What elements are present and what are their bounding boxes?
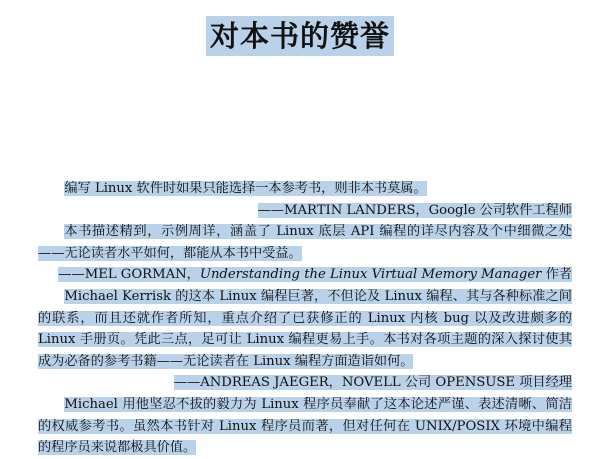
quote-1-attribution — [38, 200, 572, 222]
quote-2-author-role: 作者 — [541, 267, 572, 283]
quote-2-text: 本书描述精到，示例周详，涵盖了 Linux 底层 API 编程的详尽内容及个中细微之处——无论读者水平如何，都能从本书中受益。 — [38, 224, 572, 261]
quote-4 — [38, 394, 572, 459]
page-title-wrap — [0, 16, 600, 56]
quote-2-book-title: Understanding the Linux Virtual Memory Manager — [199, 267, 542, 283]
quote-2-author-wrap — [58, 267, 572, 282]
quote-3 — [38, 286, 572, 372]
quote-2 — [38, 221, 572, 264]
quote-1-text: 编写 Linux 软件时如果只能选择一本参考书，则非本书莫属。 — [64, 181, 427, 196]
quote-2-author: ——MEL GORMAN， — [58, 267, 200, 283]
quote-3-author: ——ANDREAS JAEGER，NOVELL 公司 OPENSUSE 项目经理 — [173, 375, 572, 391]
quote-3-text: Michael Kerrisk 的这本 Linux 编程巨著，不但论及 Linux 编程、其与各种标准之间的联系，而且还就作者所知，重点介绍了已获修正的 Linux 内核 bug 以及改进颇多的 Linux 手册页。凭此三点，足可让 Linux 编程更易上手。本书对各项主题的深入探讨使其成为必备的参考书籍——无论读者在 Linux 编程方面造诣如何。 — [38, 288, 572, 369]
page-title: 对本书的赞誉 — [206, 16, 394, 56]
quotes-section — [38, 178, 572, 459]
quote-3-attribution — [38, 372, 572, 394]
quote-1-author: ——MARTIN LANDERS，Google 公司软件工程师 — [257, 202, 572, 218]
quote-1 — [38, 178, 572, 200]
quote-2-attribution — [38, 264, 572, 286]
quote-4-text: Michael 用他坚忍不拔的毅力为 Linux 程序员奉献了这本论述严谨、表述清晰、简洁的权威参考书。虽然本书针对 Linux 程序员而著，但对任何在 UNIX/POSIX 环境中编程的程序员来说都极具价值。 — [38, 396, 572, 456]
